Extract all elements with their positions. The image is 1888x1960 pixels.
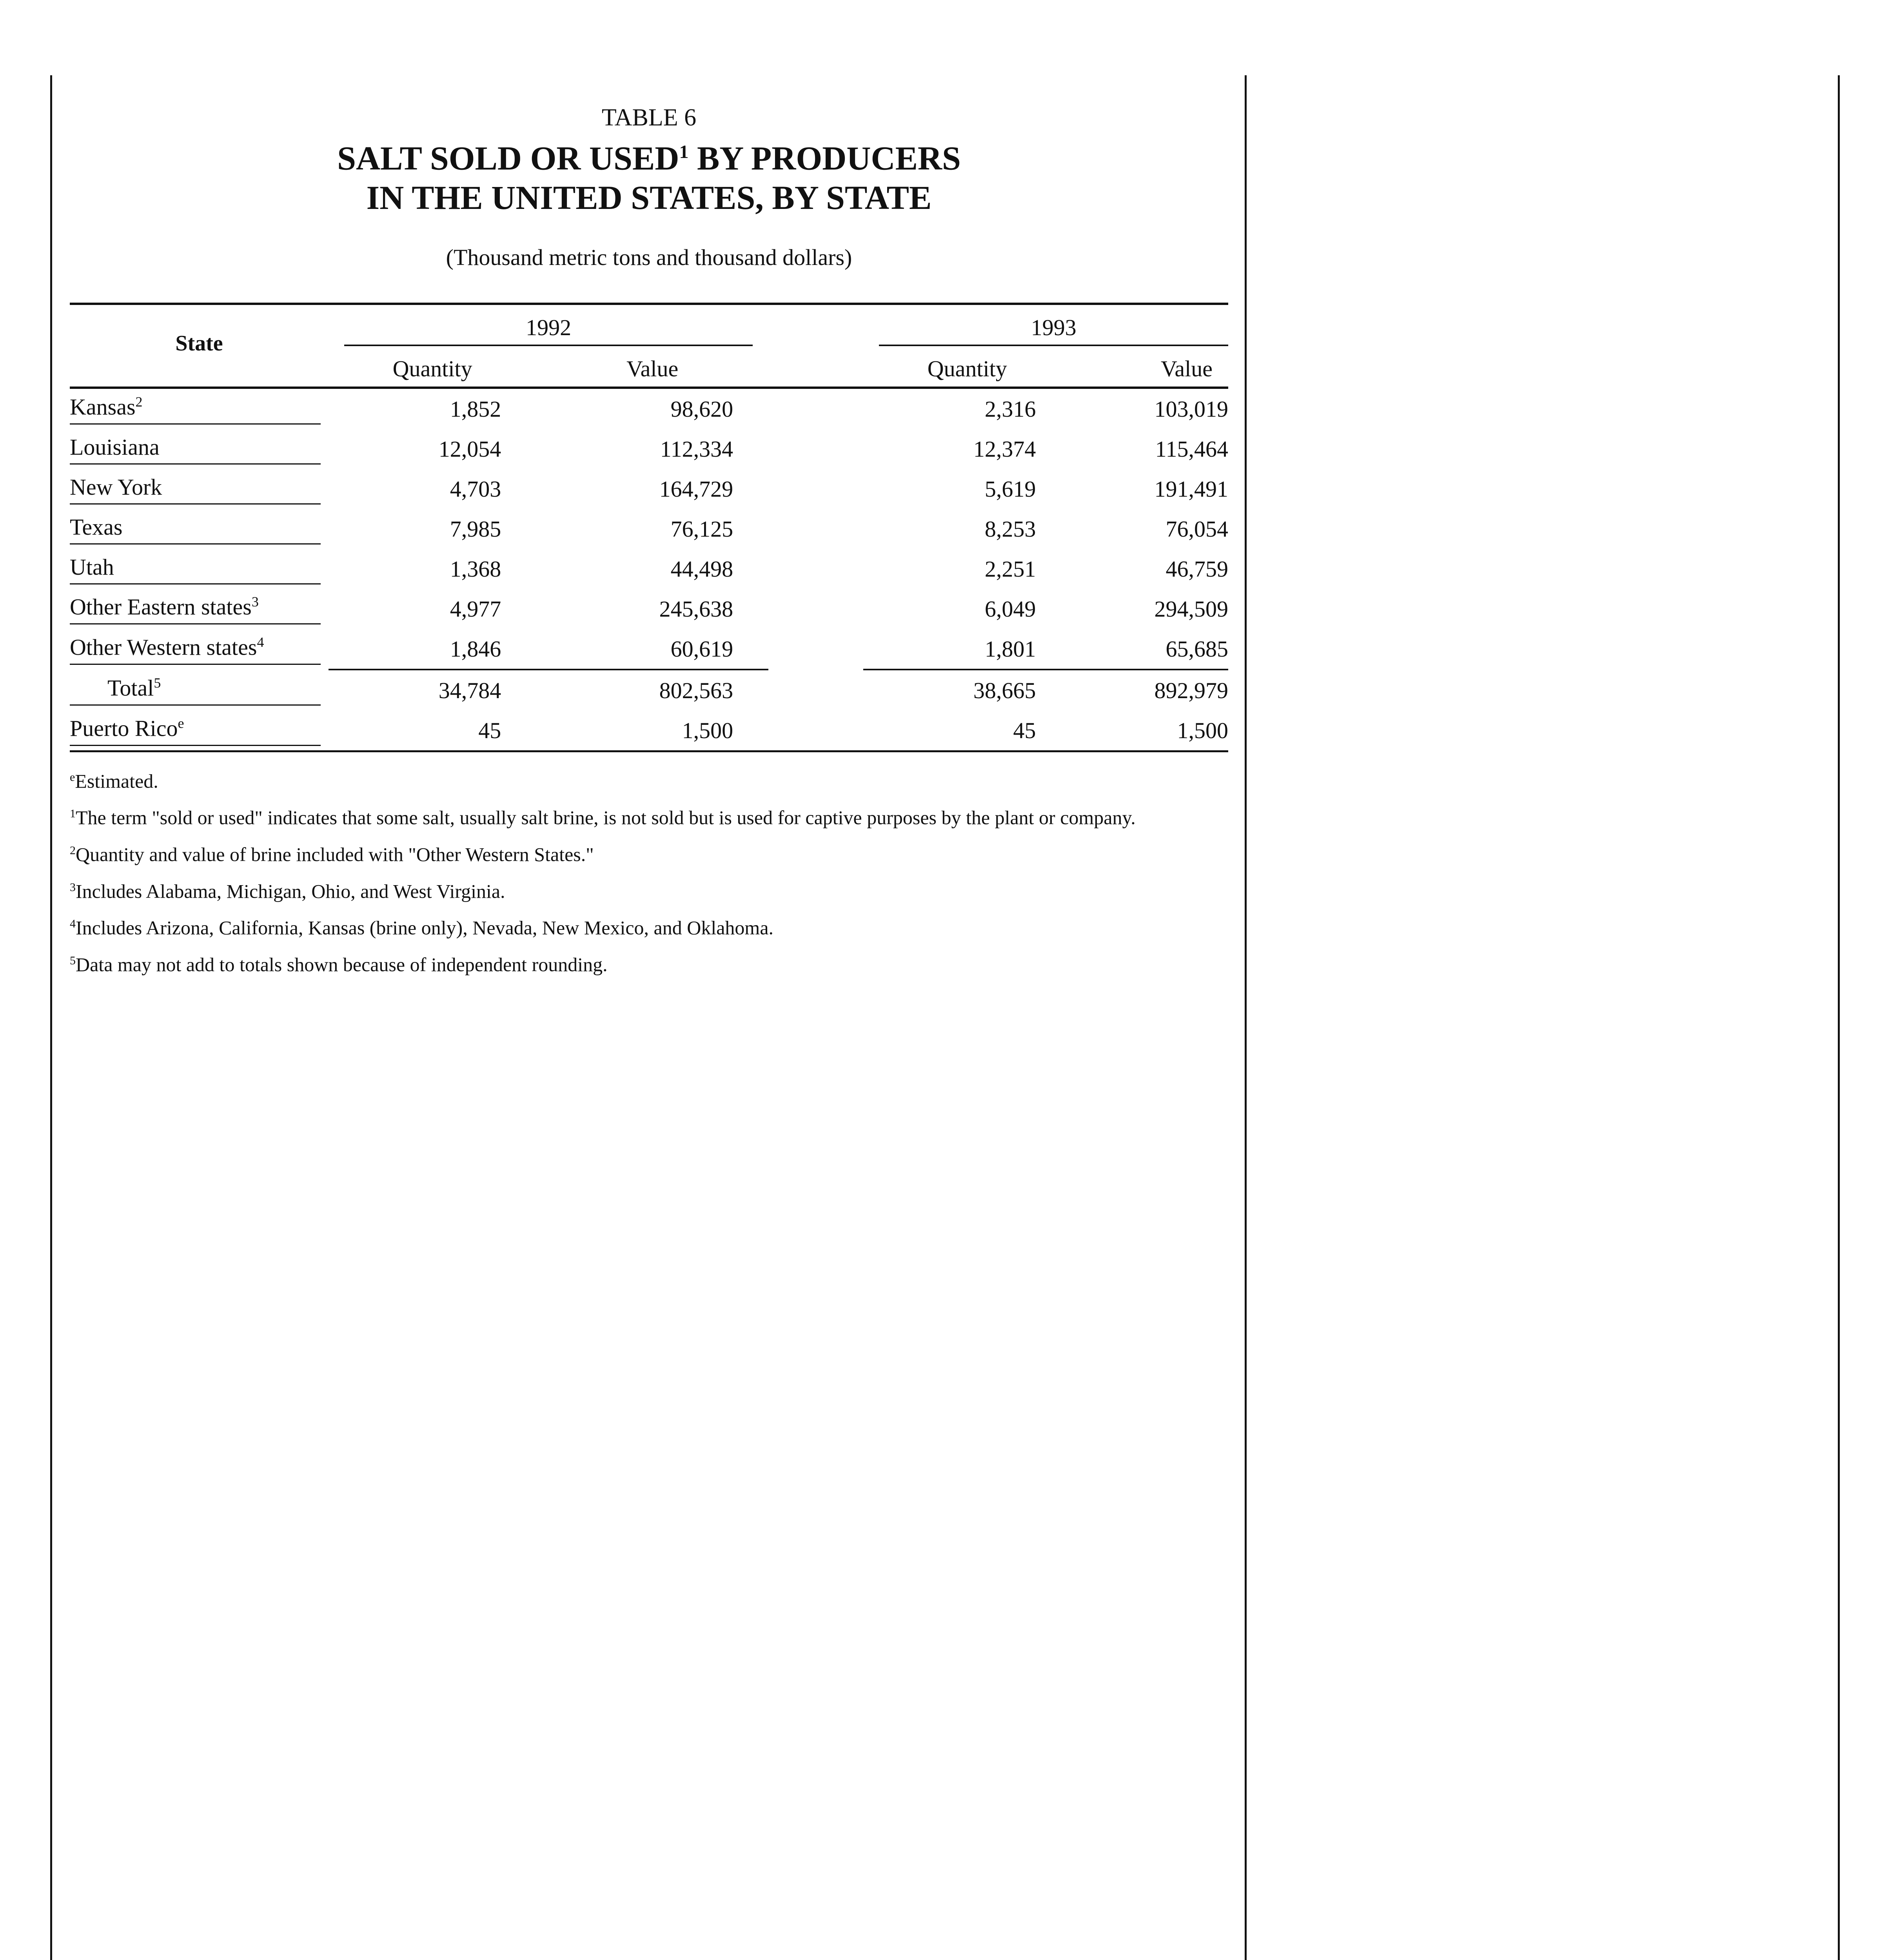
header-state: State (70, 304, 329, 388)
cell-quantity-1993: 45 (863, 710, 1071, 751)
cell-value-1992: 164,729 (659, 476, 733, 502)
table-units: (Thousand metric tons and thousand dollars) (446, 244, 852, 270)
table-title-line2: IN THE UNITED STATES, BY STATE (366, 178, 932, 216)
footnote-mark: 1 (70, 807, 76, 820)
cell-value-1993: 76,054 (1165, 516, 1228, 542)
cell-quantity-1992: 1,852 (450, 396, 501, 422)
cell-value-1993: 65,685 (1165, 636, 1228, 662)
footnote-text: The term "sold or used" indicates that some salt, usually salt brine, is not sold but is used for captive purposes by the plant or company. (76, 806, 1136, 829)
cell-quantity-1992: 12,054 (438, 436, 501, 462)
footnote-mark: 5 (70, 954, 76, 967)
cell-quantity-1992: 34,784 (329, 670, 536, 710)
cell-value-1993: 46,759 (1165, 556, 1228, 582)
footnote-text: Data may not add to totals shown because of independent rounding. (76, 953, 608, 976)
footnote-mark: 2 (70, 844, 76, 857)
cell-quantity-1992: 4,703 (450, 476, 501, 502)
table-row (70, 509, 1228, 549)
cell-value-1992: 76,125 (670, 516, 733, 542)
row-state-label: Other Western states$^4$ (70, 634, 321, 664)
table-block (70, 103, 1228, 981)
footnote (70, 944, 1228, 981)
cell-value-1992: 112,334 (660, 436, 733, 462)
right-column-rule (1838, 75, 1840, 1960)
row-state-label: Utah (70, 554, 321, 584)
cell-quantity-1993: 6,049 (984, 596, 1036, 622)
header-quantity-1993: Quantity (863, 350, 1071, 388)
cell-value-1992: 60,619 (670, 636, 733, 662)
table-row (70, 429, 1228, 469)
table-row (70, 629, 1228, 670)
footnote-text: Estimated. (75, 770, 158, 792)
salt-by-state-table (70, 303, 1228, 752)
cell-value-1992: 1,500 (536, 710, 768, 751)
cell-quantity-1993: 2,316 (984, 396, 1036, 422)
title-text-b: BY PRODUCERS (688, 139, 961, 177)
row-footnote-mark: 3 (251, 594, 259, 610)
middle-column-rule (1245, 75, 1247, 1960)
row-footnote-mark: 4 (257, 634, 264, 650)
table-row (70, 710, 1228, 751)
header-value-1992: Value (536, 350, 768, 388)
cell-quantity-1993: 5,619 (984, 476, 1036, 502)
row-state-label: Texas (70, 514, 321, 544)
row-state-label: Puerto Rico$^e$ (70, 715, 321, 746)
footnote-text: Includes Arizona, California, Kansas (brine only), Nevada, New Mexico, and Oklahoma. (76, 916, 774, 939)
footnote (70, 907, 1228, 944)
table-row (70, 469, 1228, 509)
row-footnote-mark: 5 (154, 675, 161, 691)
header-value-1993: Value (1071, 350, 1228, 388)
cell-value-1993: 103,019 (1154, 396, 1228, 422)
cell-quantity-1993: 38,665 (863, 670, 1071, 710)
header-year-1993: 1993 (863, 304, 1228, 350)
table-title-line1 (70, 132, 1228, 178)
cell-value-1992: 245,638 (659, 596, 733, 622)
table-row (70, 670, 1228, 710)
footnote-mark: 4 (70, 917, 76, 931)
table-number: TABLE 6 (601, 104, 697, 131)
footnote (70, 871, 1228, 908)
row-state-label: Louisiana (70, 434, 321, 465)
header-year-1992: 1992 (329, 304, 768, 350)
cell-quantity-1992: 1,368 (450, 556, 501, 582)
cell-value-1992: 44,498 (670, 556, 733, 582)
cell-value-1992: 98,620 (670, 396, 733, 422)
footnotes (70, 761, 1228, 981)
row-footnote-mark: 2 (135, 394, 143, 410)
footnote-mark: 3 (70, 880, 76, 894)
footnote (70, 834, 1228, 871)
row-state-label: Other Eastern states$^3$ (70, 593, 321, 624)
footnote-text: Quantity and value of brine included with "Other Western States." (76, 843, 594, 866)
cell-quantity-1992: 7,985 (450, 516, 501, 542)
footnote (70, 761, 1228, 798)
table-row (70, 589, 1228, 629)
row-footnote-mark: e (178, 715, 184, 731)
footnote-mark: e (70, 770, 75, 784)
cell-value-1993: 294,509 (1154, 596, 1228, 622)
cell-quantity-1992: 4,977 (450, 596, 501, 622)
cell-quantity-1993: 2,251 (984, 556, 1036, 582)
cell-value-1993: 1,500 (1071, 710, 1228, 751)
cell-value-1993: 191,491 (1154, 476, 1228, 502)
cell-quantity-1993: 12,374 (973, 436, 1036, 462)
cell-value-1992: 802,563 (536, 670, 768, 710)
row-state-label: Kansas$^2$ (70, 394, 321, 424)
table-row (70, 388, 1228, 429)
table-row (70, 549, 1228, 589)
cell-value-1993: 115,464 (1155, 436, 1228, 462)
left-column-rule (50, 75, 52, 1960)
cell-value-1993: 892,979 (1071, 670, 1228, 710)
cell-quantity-1992: 45 (329, 710, 536, 751)
title-footnote-mark: 1 (679, 142, 689, 162)
header-quantity-1992: Quantity (329, 350, 536, 388)
cell-quantity-1992: 1,846 (450, 636, 501, 662)
cell-quantity-1993: 8,253 (984, 516, 1036, 542)
row-state-label: Total$^5$ (70, 675, 321, 705)
footnote-text: Includes Alabama, Michigan, Ohio, and West Virginia. (76, 880, 505, 902)
footnote (70, 797, 1228, 834)
cell-quantity-1993: 1,801 (984, 636, 1036, 662)
title-text-a: SALT SOLD OR USED (337, 139, 679, 177)
row-state-label: New York (70, 474, 321, 505)
